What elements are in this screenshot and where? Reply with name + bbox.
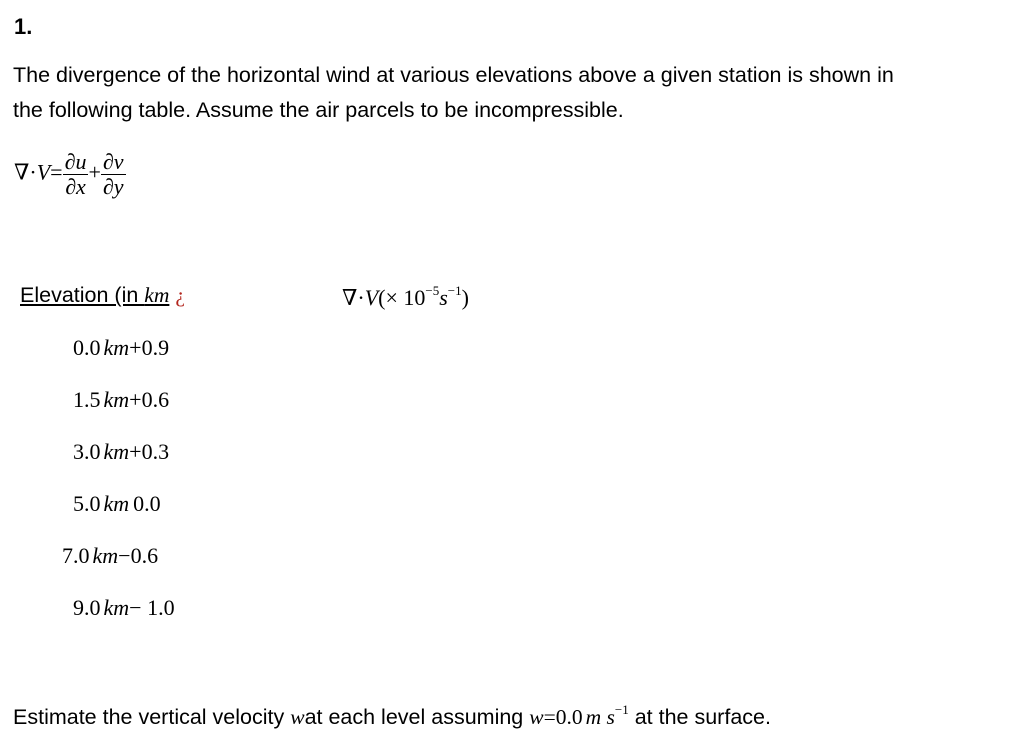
header-elevation-glyph: ¿ xyxy=(175,283,185,307)
question-part-3: at the surface. xyxy=(628,705,771,729)
header-div-times: × 10 xyxy=(385,285,426,310)
question-part-2: at each level assuming xyxy=(304,705,530,729)
table-row xyxy=(73,491,161,517)
row-elevation: 0.0 xyxy=(73,335,101,360)
table-header-divergence xyxy=(342,283,469,311)
row-unit: km xyxy=(103,595,130,620)
header-div-v: V xyxy=(364,285,379,310)
row-elevation: 3.0 xyxy=(73,439,101,464)
problem-intro-line-1: The divergence of the horizontal wind at various elevations above a given station is shown in xyxy=(13,63,894,87)
table-row xyxy=(73,439,169,465)
question-part-1: Estimate the vertical velocity xyxy=(13,705,291,729)
row-divergence: +0.6 xyxy=(129,387,170,412)
surface-condition xyxy=(529,702,629,729)
header-div-prefix: ∇· xyxy=(342,285,365,310)
nabla-symbol: ∇ xyxy=(14,159,30,185)
condition-w: w xyxy=(529,705,544,729)
row-unit: km xyxy=(103,439,130,464)
table-row xyxy=(73,595,175,621)
header-div-paren-open: ( xyxy=(378,285,386,310)
vector-v: V xyxy=(36,159,51,185)
table-row xyxy=(62,543,158,569)
header-elevation-unit: km xyxy=(144,283,170,307)
divergence-formula xyxy=(14,150,126,199)
row-elevation: 9.0 xyxy=(73,595,101,620)
fraction-numerator: ∂v xyxy=(102,149,124,174)
problem-number: 1. xyxy=(14,14,33,39)
header-elevation-label: Elevation (in xyxy=(20,283,145,307)
header-div-paren-close: ) xyxy=(461,285,469,310)
table-header-elevation xyxy=(20,283,185,308)
fraction-du-dx xyxy=(63,150,89,199)
row-elevation: 1.5 xyxy=(73,387,101,412)
table-row xyxy=(73,387,169,413)
problem-intro-line-2: the following table. Assume the air parcels to be incompressible. xyxy=(13,98,624,122)
fraction-denominator: ∂x xyxy=(65,174,86,199)
row-unit: km xyxy=(103,335,130,360)
question-text xyxy=(13,702,771,730)
condition-equals: =0.0 xyxy=(543,705,583,729)
row-unit: km xyxy=(92,543,119,568)
equals-sign: = xyxy=(50,159,63,185)
row-divergence: − 1.0 xyxy=(129,595,175,620)
condition-unit: m s xyxy=(585,705,615,729)
dot-operator: · xyxy=(29,159,37,185)
row-divergence: +0.9 xyxy=(129,335,170,360)
row-elevation: 7.0 xyxy=(62,543,90,568)
header-div-exp2: −1 xyxy=(447,283,462,298)
fraction-dv-dy xyxy=(101,150,126,199)
condition-exponent: −1 xyxy=(614,702,629,717)
row-elevation: 5.0 xyxy=(73,491,101,516)
question-w-symbol: w xyxy=(290,705,305,729)
fraction-numerator: ∂u xyxy=(64,149,87,174)
row-unit: km xyxy=(103,491,130,516)
row-unit: km xyxy=(103,387,130,412)
row-divergence: +0.3 xyxy=(129,439,170,464)
fraction-denominator: ∂y xyxy=(102,174,124,199)
row-divergence: −0.6 xyxy=(118,543,159,568)
table-row xyxy=(73,335,169,361)
header-div-exp1: −5 xyxy=(425,283,440,298)
row-divergence: 0.0 xyxy=(133,491,161,516)
plus-sign: + xyxy=(88,159,101,185)
header-div-s: s xyxy=(439,285,448,310)
